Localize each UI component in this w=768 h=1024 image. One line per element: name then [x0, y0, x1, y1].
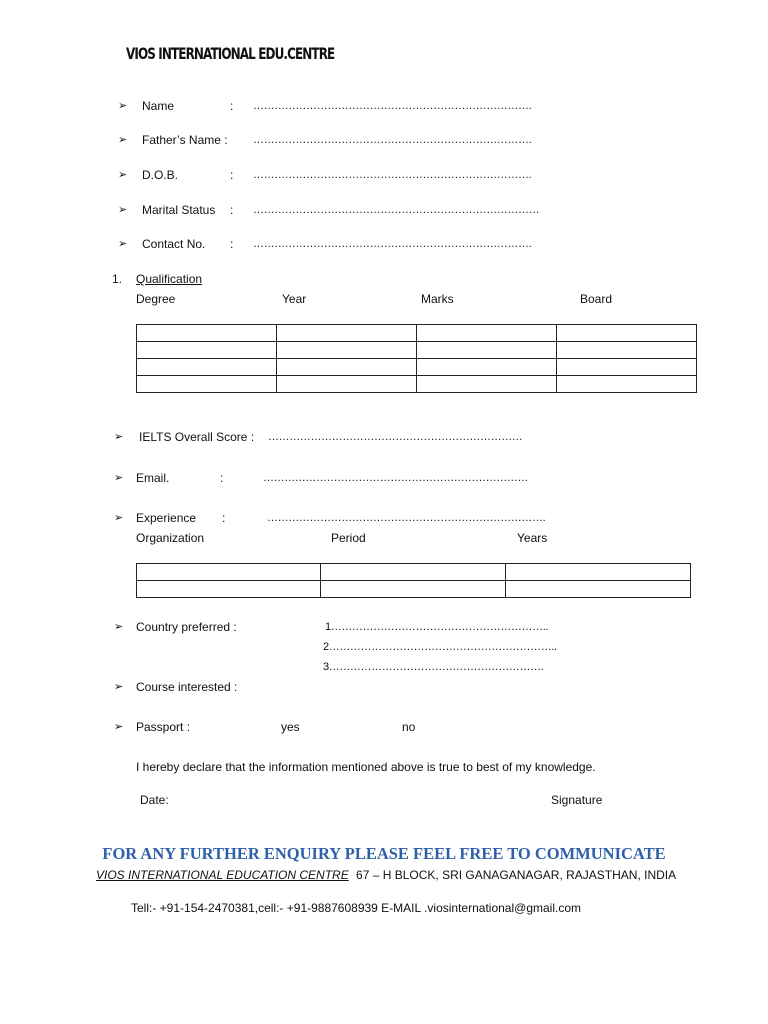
- qualification-number: 1.: [112, 272, 123, 286]
- contact-field[interactable]: …………………………………………………………………….: [253, 238, 532, 250]
- footer-contact: Tell:- +91-154-2470381,cell:- +91-9887608939 E-MAIL .viosinternational@gmail.com: [131, 901, 581, 915]
- bullet-icon: ➢: [114, 681, 124, 693]
- table-row: [137, 342, 697, 359]
- table-cell[interactable]: [505, 581, 690, 598]
- experience-colon: :: [222, 511, 226, 525]
- footer-address-line: [96, 868, 676, 882]
- name-colon: :: [230, 99, 234, 113]
- table-cell[interactable]: [417, 325, 557, 342]
- table-row: [137, 359, 697, 376]
- table-cell[interactable]: [557, 359, 697, 376]
- table-cell[interactable]: [321, 564, 505, 581]
- dob-field[interactable]: …………………………………………………………………….: [253, 169, 532, 181]
- table-cell[interactable]: [557, 376, 697, 393]
- table-row: [137, 376, 697, 393]
- qualification-table: [136, 324, 697, 393]
- signature-label: Signature: [551, 793, 603, 807]
- table-cell[interactable]: [277, 342, 417, 359]
- table-cell[interactable]: [321, 581, 505, 598]
- page-title: VIOS INTERNATIONAL EDU.CENTRE: [126, 44, 335, 63]
- bullet-icon: ➢: [114, 621, 124, 633]
- father-name-field[interactable]: …………………………………………………………………….: [253, 134, 532, 146]
- footer-address: 67 – H BLOCK, SRI GANAGANAGAR, RAJASTHAN, INDIA: [356, 868, 677, 882]
- bullet-icon: ➢: [118, 100, 128, 112]
- bullet-icon: ➢: [118, 204, 128, 216]
- table-row: [137, 581, 691, 598]
- col-board: Board: [580, 292, 613, 306]
- bullet-icon: ➢: [114, 431, 124, 443]
- bullet-icon: ➢: [114, 512, 124, 524]
- declaration-text: I hereby declare that the information mentioned above is true to best of my knowledge.: [136, 760, 596, 774]
- country-option-3[interactable]: 3…………………………………………………….: [323, 661, 544, 673]
- contact-colon: :: [230, 237, 234, 251]
- table-cell[interactable]: [137, 325, 277, 342]
- table-cell[interactable]: [137, 342, 277, 359]
- table-cell[interactable]: [557, 325, 697, 342]
- ielts-label: IELTS Overall Score :: [139, 430, 255, 444]
- table-cell[interactable]: [137, 581, 321, 598]
- dob-colon: :: [230, 168, 234, 182]
- country-option-1[interactable]: 1……………………………………………………..: [325, 621, 549, 633]
- table-row: [137, 564, 691, 581]
- passport-no[interactable]: no: [402, 720, 416, 734]
- dob-label: D.O.B.: [142, 168, 179, 182]
- table-row: [137, 325, 697, 342]
- qualification-heading: Qualification: [136, 272, 203, 286]
- table-cell[interactable]: [417, 342, 557, 359]
- footer-org-name: VIOS INTERNATIONAL EDUCATION CENTRE: [96, 868, 349, 882]
- col-year: Year: [282, 292, 307, 306]
- email-label: Email.: [136, 471, 170, 485]
- bullet-icon: ➢: [118, 134, 128, 146]
- experience-table: [136, 563, 691, 598]
- bullet-icon: ➢: [114, 472, 124, 484]
- father-name-label: Father’s Name :: [142, 133, 228, 147]
- col-marks: Marks: [421, 292, 454, 306]
- country-option-2[interactable]: 2………………………………………………………..: [323, 641, 557, 653]
- marital-status-colon: :: [230, 203, 234, 217]
- col-degree: Degree: [136, 292, 176, 306]
- name-label: Name: [142, 99, 175, 113]
- table-cell[interactable]: [277, 325, 417, 342]
- table-cell[interactable]: [505, 564, 690, 581]
- bullet-icon: ➢: [118, 169, 128, 181]
- footer-heading: FOR ANY FURTHER ENQUIRY PLEASE FEEL FREE TO COMMUNICATE: [102, 844, 666, 863]
- table-cell[interactable]: [137, 564, 321, 581]
- table-cell[interactable]: [277, 359, 417, 376]
- experience-field[interactable]: …………………………………………………………………….: [267, 512, 546, 524]
- email-colon: :: [220, 471, 224, 485]
- name-field[interactable]: …………………………………………………………………….: [253, 100, 532, 112]
- bullet-icon: ➢: [118, 238, 128, 250]
- table-cell[interactable]: [557, 342, 697, 359]
- table-cell[interactable]: [137, 376, 277, 393]
- passport-yes[interactable]: yes: [281, 720, 300, 734]
- passport-label: Passport :: [136, 720, 191, 734]
- course-label: Course interested :: [136, 680, 238, 694]
- contact-label: Contact No.: [142, 237, 206, 251]
- bullet-icon: ➢: [114, 721, 124, 733]
- col-organization: Organization: [136, 531, 205, 545]
- country-label: Country preferred :: [136, 620, 237, 634]
- ielts-field[interactable]: ………………………………………………………………: [268, 431, 523, 443]
- table-cell[interactable]: [417, 359, 557, 376]
- marital-status-label: Marital Status: [142, 203, 216, 217]
- email-field[interactable]: …………………………………………………………………: [263, 472, 529, 484]
- table-cell[interactable]: [277, 376, 417, 393]
- marital-status-field[interactable]: ………………………………………………………………………: [253, 204, 540, 216]
- date-label: Date:: [140, 793, 169, 807]
- table-cell[interactable]: [137, 359, 277, 376]
- table-cell[interactable]: [417, 376, 557, 393]
- col-years: Years: [517, 531, 548, 545]
- col-period: Period: [331, 531, 366, 545]
- experience-label: Experience: [136, 511, 197, 525]
